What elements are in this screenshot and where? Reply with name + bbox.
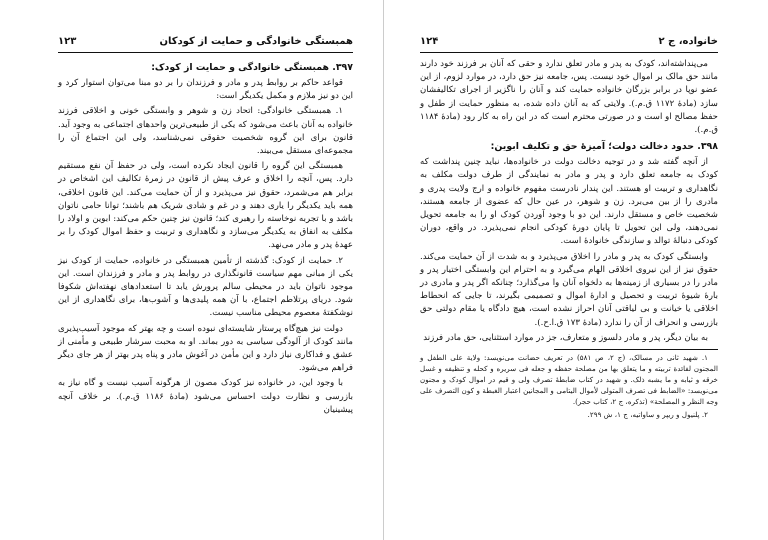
left-paragraph: قواعد حاکم بر روابط پدر و مادر و فرزندان را بر دو مبنا می‌توان استوار کرد و این دو نیز ملازم و مکمل یکدیگر است: (58, 78, 353, 102)
footnote-rule (554, 349, 718, 350)
left-page-header (58, 34, 353, 50)
right-page (384, 0, 768, 540)
left-paragraph: ۱. همبستگی خانوادگی: اتحاد زن و شوهر و وابستگی خونی و اخلاقی فرزند خانواده به آنان باعث می‌شود که یکی از طبیعی‌ترین واحدهای اجتماعی به وجود آید. قانون برای این گروه شخصیت حقوقی نمی‌شناسد، ولی این اجتماع آن را مجموعه‌ای مستقل می‌بیند. (58, 106, 353, 157)
footnote: ۲. پلنیول و ریپر و ساواتیه، ج ۱، ش ۲۹۹. (587, 410, 708, 420)
right-page-number: ۱۲۴ (420, 36, 439, 47)
right-page-header (420, 34, 718, 50)
left-page-body (58, 58, 353, 419)
section-heading-398: ۳۹۸. حدود دخالت دولت؛ آمیزهٔ حق و تکلیف ابوین: (490, 141, 718, 153)
left-paragraph: دولت نیز هیچ‌گاه پرستار شایسته‌ای نبوده است و چه بهتر که موجود آسیب‌پذیری مانند کودک از آلودگی سیاسی به دور بماند. او به محبت سرشار طبیعی و مأمنی از عشق و فداکاری نیاز دارد و این مأمن در آغوش مادر و پناه پدر بهتر از هر جای دیگر فراهم می‌شود. (58, 323, 353, 374)
right-page-body (420, 58, 718, 422)
right-paragraph: می‌پنداشته‌اند، کودک به پدر و مادر تعلق ندارد و حقی که آنان بر فرزند خود دارند مانند حق مالک بر اموال خود نیست. پس، جامعه نیز حق دارد، در موارد لزوم، از این عضو نوپا در برابر بزرگان خانواده حمایت کند و آنان را ناگزیر از اجرای تکالیفشان سازد (مادهٔ ۱۱۷۲ ق.م.). ولایتی که به آنان داده شده، به منظور حمایت از طفل و حفظ مصالح او است و در صورتی محترم است که در این راه به کار رود (مادهٔ ۱۱۸۴ ق.م.). (420, 59, 718, 136)
left-paragraph: با وجود این، در خانواده نیز کودک مصون از هرگونه آسیب نیست و گاه نیاز به بازرسی و نظارت دولت احساس می‌شود (مادهٔ ۱۱۸۶ ق.م.). بر خلاف آنچه پیشینیان (58, 378, 353, 415)
footnote: ۱. شهید ثانی در مسالک، (ج ۲، ص ۵۸۱) در تعریف حضانت می‌نویسد: ولایة علی الطفل و المجنون لفائدة تربیته و ما یتعلق بها من مصلحة حفظه و جعله فی سریره و کحله و تنظیفه و غسل خرقه و ثیابه و ما یشبه ذلک. و شهید در کتاب ضابطهٔ تصرف ولی و قیم در اموال کودک و مجنون می‌نویسد: «الضابط فی تصرف المتولی لأموال الیتامی و المجانین اعتبار الغبطة و کون التصرف علی وجه النظر و المصلحة» (تذکره، ج ۲، کتاب حجر). (420, 353, 718, 407)
left-page-number: ۱۲۳ (58, 36, 77, 47)
left-paragraph: همبستگی این گروه را قانون ایجاد نکرده است، ولی در حفظ آن نفع مستقیم دارد. پس، آنچه را اخلاق و عرف پیش از قانون در زمرهٔ تکالیف این اشخاص در برابر هم می‌شمرد، حقوق نیز می‌پذیرد و از آن حمایت می‌کند. این قانون اخلاقی، همه باید یکدیگر را یاری دهند و در غم و شادی شریک هم باشند؛ توانا حامی ناتوان باشد و با تجربه نوخاسته را رهبری کند؛ قانون نیز چنین حکم می‌کند: ابوین و اولاد را مکلف به انفاق به یکدیگر می‌سازد و نگاهداری و تربیت و حفظ اموال کودک را بر عهدهٔ پدر و مادر می‌نهد. (58, 161, 353, 251)
right-paragraph: از آنچه گفته شد و در توجیه دخالت دولت در خانواده‌ها، نباید چنین پنداشت که کودک به جامعه تعلق دارد و پدر و مادر به نمایندگی از طرف دولت مکلف به نگاهداری و تربیت او هستند. این پندار نادرست مفهوم خانواده و ارج ولایت پدری و مادری را از بین می‌برد. زن و شوهر، در عین حال که عضوی از جامعه هستند، شخصیت خاص و مستقل دارند. این دو با وجود آوردن کودک او را به جامعه تحویل نمی‌دهند، ولی این تحویل تا پایان دورهٔ کودکی انجام نمی‌پذیرد. در واقع، دوران کودکی دنبالهٔ توالد و سازندگی خانوادهٔ است. (420, 157, 718, 247)
right-header-rule (420, 52, 718, 53)
right-paragraph: به بیان دیگر، پدر و مادر دلسوز و متعارف، جز در موارد استثنایی، حق مادر فرزند (423, 332, 708, 343)
right-running-head: خانواده، ج ۲ (658, 36, 718, 47)
section-heading-397: ۳۹۷. همبستگی خانوادگی و حمایت از کودک: (151, 62, 353, 73)
right-paragraph: وابستگی کودک به پدر و مادر را اخلاق می‌پذیرد و به شدت از آن حمایت می‌کند. حقوق نیز از این نیروی اخلاقی الهام می‌گیرد و به احترام این وابستگی اختیار پدر و مادر را در بسیاری از زمینه‌ها به دلخواه آنان وا می‌گذارد؛ چنانکه اگر پدر و مادری در بارهٔ شیوهٔ تربیت و تحصیل و ادارهٔ اموال و تصمیمی بگیرند، تا جایی که انحطاط اخلاقی یا خیانت و بی لیاقتی آنان احراز نشده است، هیچ دادگاه یا مقام دولتی حق بازرسی و انحراف از آن را ندارد (مادهٔ ۱۷۳ ق.ا.ح.). (420, 251, 718, 328)
left-running-head: همبستگی خانوادگی و حمایت از کودکان (159, 36, 353, 47)
left-header-rule (58, 52, 353, 53)
left-paragraph: ۲. حمایت از کودک: گذشته از تأمین همبستگی در خانواده، حمایت از کودک نیز یکی از مبانی مهم سیاست قانونگذاری در روابط پدر و مادر و فرزندان است. این موجود ناتوان باید در محیطی سالم پرورش یابد تا استعدادهای نهفته‌اش شکوفا شود. دریای پرتلاطم اجتماع، با آن همه پلیدی‌ها و آشوب‌ها، برای نگاهداری از این نوشکفتهٔ معصوم محیطی مناسب نیست. (58, 255, 353, 319)
